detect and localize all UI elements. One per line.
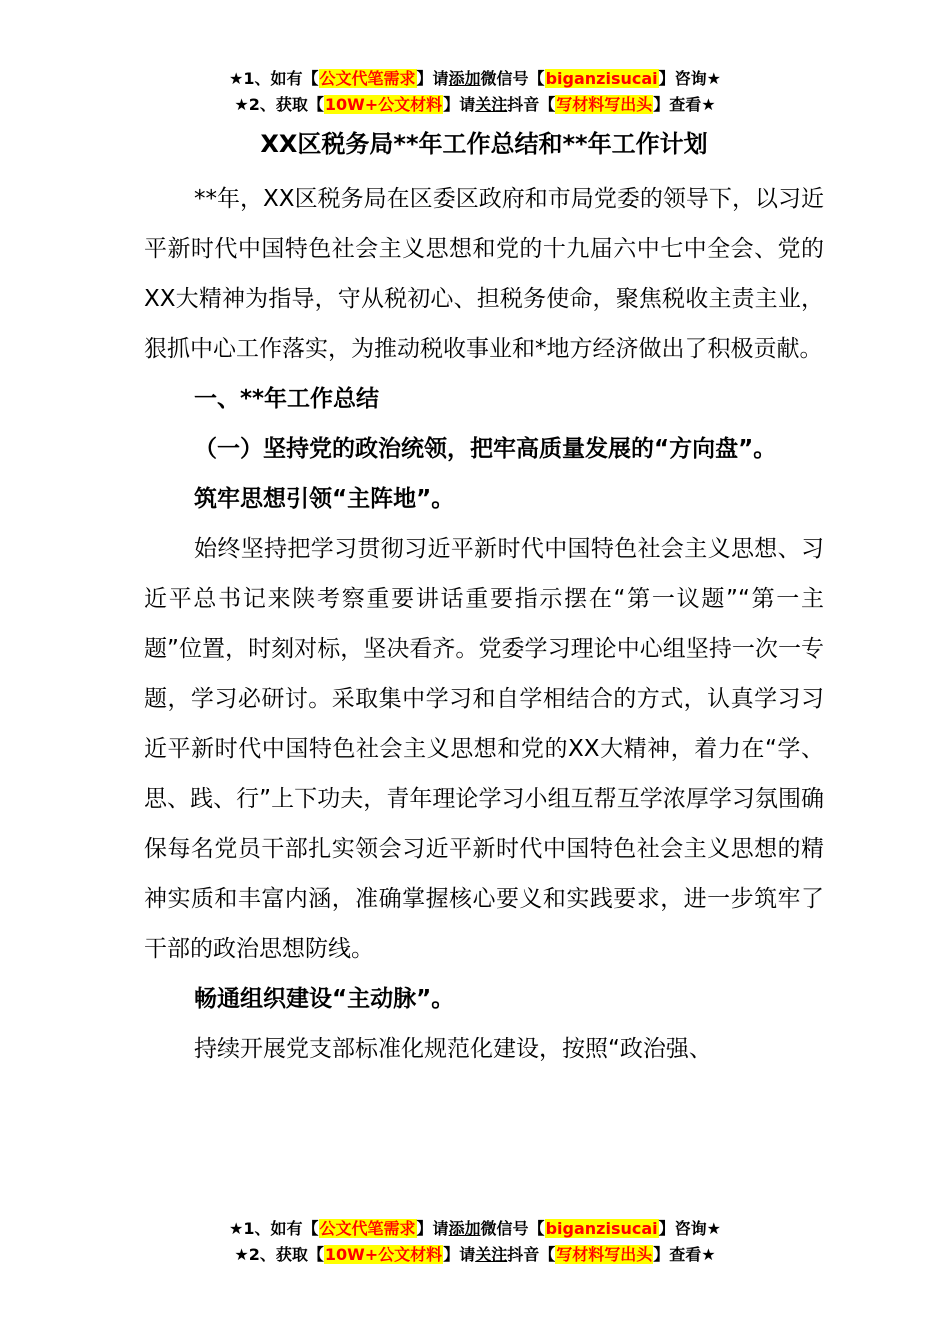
highlight-wechat-id: biganzisucai: [545, 69, 658, 88]
banner-text: 抖音【: [507, 95, 556, 114]
body-paragraph: 持续开展党支部标准化规范化建设，按照“政治强、: [194, 1036, 712, 1062]
document-body: [144, 124, 824, 1074]
banner-text: 】请: [416, 1219, 449, 1238]
highlight-douyin: 写材料写出头: [556, 95, 653, 114]
star-icon: ★: [701, 95, 716, 114]
highlight-materials: 10W+公文材料: [324, 1245, 443, 1264]
banner-text: 2、获取【: [248, 1245, 324, 1264]
banner-text: 1、如有【: [243, 69, 319, 88]
banner-text: 微信号【: [480, 1219, 545, 1238]
topic-heading: 畅通组织建设“主动脉”。: [194, 986, 455, 1012]
underlined-text: 添加: [448, 69, 481, 88]
banner-line-2: [0, 92, 950, 118]
banner-text: 】请: [416, 69, 449, 88]
star-icon: ★: [706, 69, 721, 88]
banner-line-1: [0, 66, 950, 92]
section-heading: 一、**年工作总结: [194, 386, 380, 412]
star-icon: ★: [234, 95, 249, 114]
topic-heading: 筑牢思想引领“主阵地”。: [194, 486, 455, 512]
banner-text: 微信号【: [480, 69, 545, 88]
banner-line-1: [0, 1216, 950, 1242]
banner-text: 1、如有【: [243, 1219, 319, 1238]
subsection-heading: （一）坚持党的政治统领，把牢高质量发展的“方向盘”。: [194, 436, 777, 462]
highlight-service: 公文代笔需求: [319, 1219, 416, 1238]
banner-line-2: [0, 1242, 950, 1268]
highlight-service: 公文代笔需求: [319, 69, 416, 88]
banner-text: 】咨询: [658, 69, 707, 88]
star-icon: ★: [706, 1219, 721, 1238]
banner-text: 】咨询: [658, 1219, 707, 1238]
banner-text: 】查看: [653, 1245, 702, 1264]
banner-text: 2、获取【: [248, 95, 324, 114]
banner-text: 】请: [443, 95, 476, 114]
star-icon: ★: [701, 1245, 716, 1264]
star-icon: ★: [229, 69, 244, 88]
banner-text: 】查看: [653, 95, 702, 114]
star-icon: ★: [234, 1245, 249, 1264]
underlined-text: 添加: [448, 1219, 481, 1238]
body-paragraph: 始终坚持把学习贯彻习近平新时代中国特色社会主义思想、习近平总书记来陕考察重要讲话重要指示摆在“第一议题”“第一主题”位置，时刻对标，坚决看齐。党委学习理论中心组坚持一次一专题，学习必研讨。采取集中学习和自学相结合的方式，认真学习习近平新时代中国特色社会主义思想和党的XX大精神，着力在“学、思、践、行”上下功夫，青年理论学习小组互帮互学浓厚学习氛围确保每名党员干部扎实领会习近平新时代中国特色社会主义思想的精神实质和丰富内涵，准确掌握核心要义和实践要求，进一步筑牢了干部的政治思想防线。: [144, 536, 824, 962]
intro-paragraph: **年，XX区税务局在区委区政府和市局党委的领导下，以习近平新时代中国特色社会主义思想和党的十九届六中七中全会、党的XX大精神为指导，守从税初心、担税务使命，聚焦税收主责主业，狠抓中心工作落实，为推动税收事业和*地方经济做出了积极贡献。: [144, 186, 824, 362]
footer-banner: [0, 1216, 950, 1268]
star-icon: ★: [229, 1219, 244, 1238]
banner-text: 抖音【: [507, 1245, 556, 1264]
highlight-materials: 10W+公文材料: [324, 95, 443, 114]
banner-text: 】请: [443, 1245, 476, 1264]
underlined-text: 关注: [475, 95, 508, 114]
underlined-text: 关注: [475, 1245, 508, 1264]
highlight-douyin: 写材料写出头: [556, 1245, 653, 1264]
document-title: XX区税务局**年工作总结和**年工作计划: [260, 130, 708, 158]
header-banner: [0, 66, 950, 118]
highlight-wechat-id: biganzisucai: [545, 1219, 658, 1238]
